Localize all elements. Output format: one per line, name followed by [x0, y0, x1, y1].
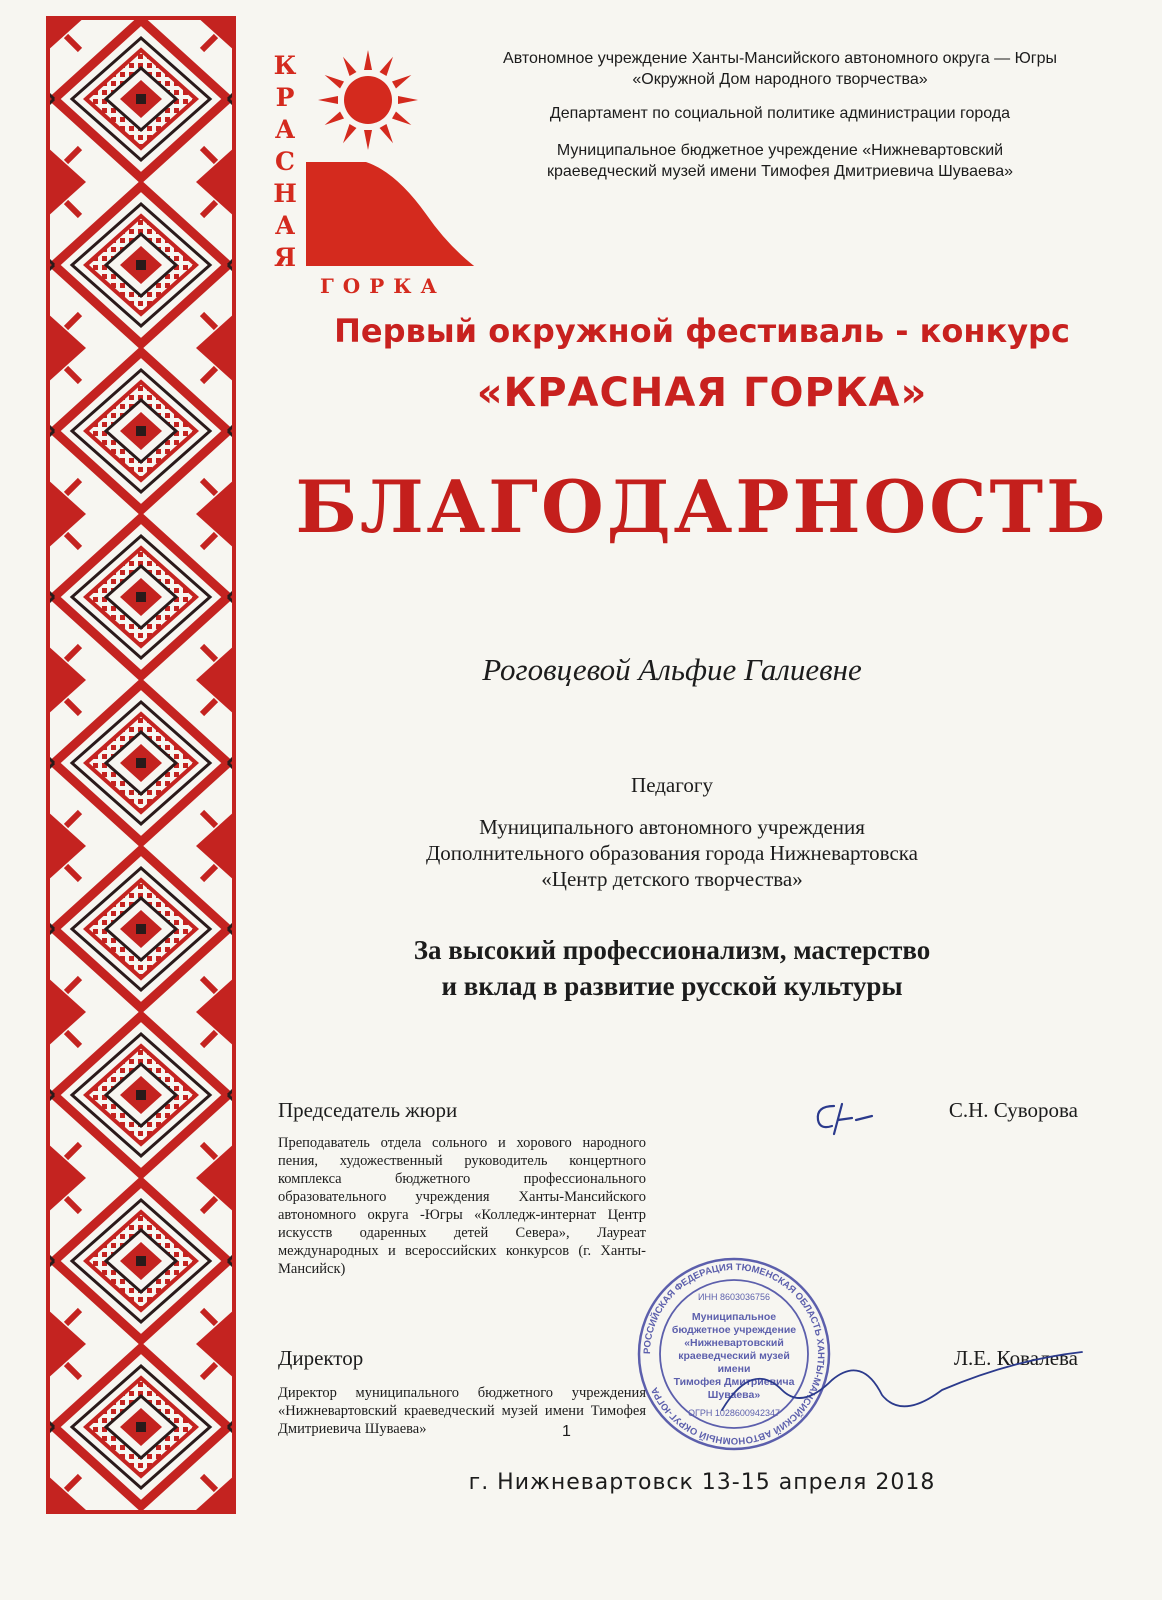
header-line: Муниципальное бюджетное учреждение «Нижневартовский [556, 142, 1004, 159]
certificate-title: БЛАГОДАРНОСТЬ [295, 464, 1109, 549]
director-role: Директор [278, 1346, 364, 1370]
award-line: и вклад в развитие русской культуры [441, 971, 903, 1001]
stamp-line: Тимофея Дмитриевича [673, 1376, 795, 1388]
organization-line: Муниципального автономного учреждения [479, 815, 865, 839]
logo-letter: А [274, 211, 296, 240]
sun-icon [308, 38, 428, 158]
recipient-position: Педагогу [631, 773, 713, 797]
stamp-line: бюджетное учреждение [671, 1324, 797, 1336]
stamp-ogrn: ОГРН 1028600942347 [688, 1408, 780, 1418]
place-and-date: г. Нижневартовск 13-15 апреля 2018 [468, 1470, 936, 1495]
director-description: Директор муниципального бюджетного учреждения «Нижневартовский краеведческий музей имени Тимофея Дмитриевича Шуваева» [278, 1385, 646, 1437]
logo-letter: Н [273, 179, 297, 208]
header-line: «Окружной Дом народного творчества» [632, 71, 928, 88]
embroidery-border [46, 16, 236, 1514]
logo-vertical-word [268, 50, 302, 274]
logo-horizontal-word: ГОРКА [320, 274, 446, 298]
stamp-outer-text: РОССИЙСКАЯ ФЕДЕРАЦИЯ ТЮМЕНСКАЯ ОБЛАСТЬ ХАНТЫ-МАНСИЙСКИЙ АВТОНОМНЫЙ ОКРУГ-ЮГРА [641, 1261, 827, 1447]
organization-line: «Центр детского творчества» [541, 867, 803, 891]
jury-role: Председатель жюри [278, 1098, 458, 1122]
page-number: 1 [562, 1423, 571, 1440]
logo-letter: С [275, 147, 295, 176]
stamp-line: имени [717, 1363, 751, 1375]
logo-letter: Р [275, 83, 295, 112]
jury-signature [812, 1100, 882, 1140]
jury-description: Преподаватель отдела сольного и хорового народного пения, художественный руководитель концертного комплекса бюджетного профессионального образовательного учреждения Ханты-Мансийского автономного округа -Югры «Колледж-интернат Центр искусств одаренных детей Севера», Лауреат международных и всероссийских конкурсов (г. Ханты-Мансийск) [278, 1135, 646, 1277]
organization-line: Дополнительного образования города Нижневартовска [425, 841, 918, 865]
logo-letter: К [273, 51, 297, 80]
stamp-line: Шуваева» [707, 1389, 761, 1401]
recipient-name: Роговцевой Альфие Галиевне [482, 652, 862, 687]
embroidery-pattern-icon [46, 16, 236, 1514]
stamp-line: «Нижневартовский [684, 1337, 784, 1349]
jury-name: С.Н. Суворова [948, 1098, 1078, 1122]
stamp-line: Муниципальное [691, 1311, 777, 1323]
award-line: За высокий профессионализм, мастерство [413, 935, 931, 965]
logo-letter: Я [273, 243, 297, 272]
logo-letter: А [274, 115, 296, 144]
festival-title: Первый окружной фестиваль - конкурс [334, 312, 1070, 350]
director-signature [712, 1350, 1092, 1440]
award-text [262, 932, 1082, 1004]
stamp-line: краеведческий музей [678, 1350, 790, 1362]
director-name: Л.Е. Ковалева [953, 1346, 1078, 1370]
festival-name: «КРАСНАЯ ГОРКА» [476, 370, 928, 416]
header-line: краеведческий музей имени Тимофея Дмитриевича Шуваева» [546, 163, 1014, 180]
stamp-inn: ИНН 8603036756 [697, 1292, 771, 1302]
header-line: Автономное учреждение Ханты-Мансийского автономного округа — Югры [503, 50, 1057, 67]
header-line: Департамент по социальной политике администрации города [549, 105, 1011, 122]
